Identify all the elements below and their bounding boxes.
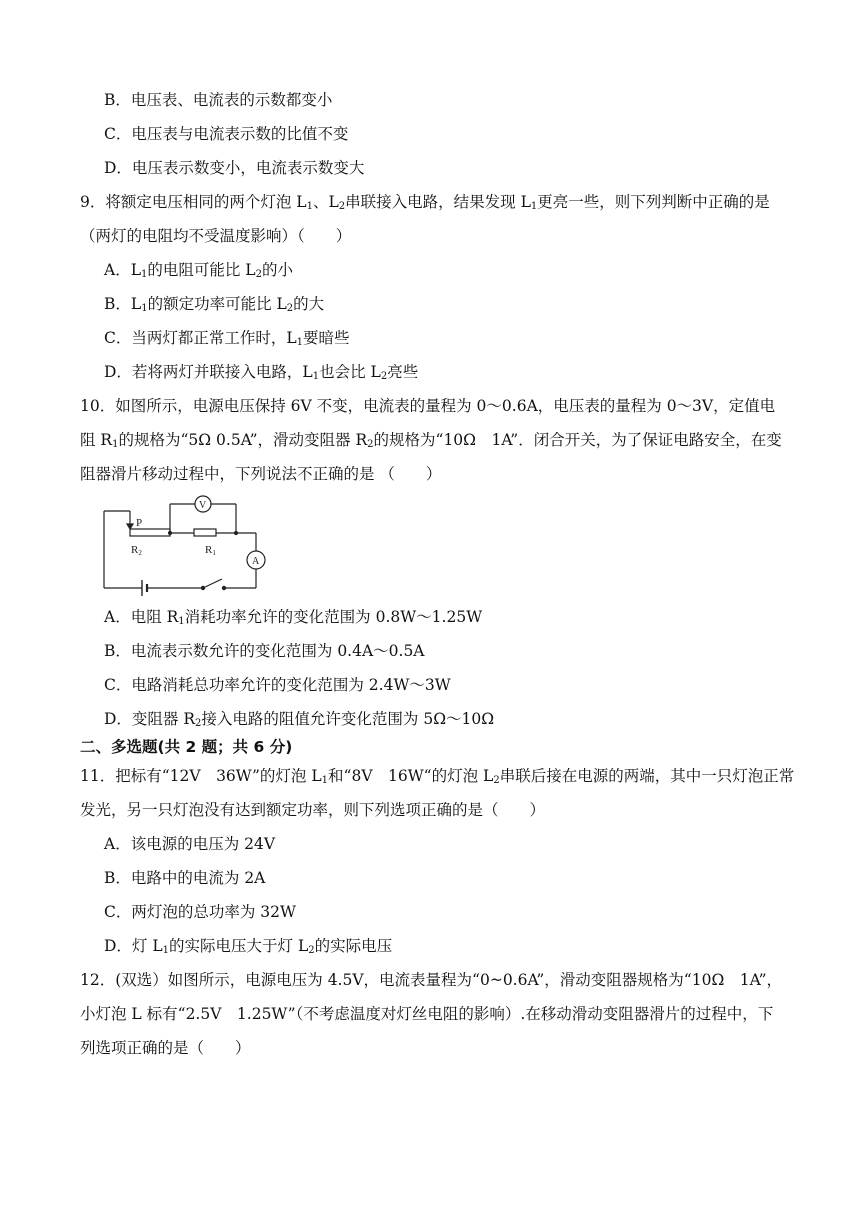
circuit-diagram [98,488,274,596]
q10-stem-line2: 阻 $R_1$的规格为“5Ω 0.5A”，滑动变阻器 $R_2$的规格为“10Ω 1A”．闭合开关，为了保证电路安全，在变 [80,431,782,450]
resistor-r1 [194,529,216,536]
label-r1: R1 [205,544,216,557]
switch-lever [203,579,222,588]
q11-option-b: B．电路中的电流为 2A [104,869,266,887]
rheostat-r2 [130,529,170,536]
q9-stem-line2: （两灯的电阻均不受温度影响）（ ） [80,227,352,245]
voltmeter-label: V [199,500,207,511]
q8-option-b: B．电压表、电流表的示数都变小 [104,91,333,109]
section-heading: 二、多选题(共 2 题；共 6 分) [80,738,293,756]
q12-stem-line2: 小灯泡 L 标有“2.5V 1.25W”（不考虑温度对灯丝电阻的影响）.在移动滑动变阻器滑片的过程中，下 [80,1005,774,1023]
slider-arrow [127,524,133,529]
q12-stem-line3: 列选项正确的是（ ） [80,1039,251,1057]
ammeter-label: A [252,556,260,567]
label-p: P [136,517,143,529]
q11-stem-line2: 发光，另一只灯泡没有达到额定功率，则下列选项正确的是（ ） [80,801,546,819]
q10-stem-line1: 10．如图所示，电源电压保持 6V 不变，电流表的量程为 0～0.6A，电压表的量程为 0～3V，定值电 [80,397,776,415]
q9-option-c: C．当两灯都正常工作时，$L_1$要暗些 [104,329,350,348]
q9-option-d: D．若将两灯并联接入电路，$L_1$也会比 $L_2$亮些 [104,363,419,382]
q10-option-b: B．电流表示数允许的变化范围为 0.4A～0.5A [104,642,425,660]
q10-option-a: A．电阻 $R_1$消耗功率允许的变化范围为 0.8W～1.25W [104,608,483,627]
q8-option-c: C．电压表与电流表示数的比值不变 [104,125,349,143]
q11-option-c: C．两灯泡的总功率为 32W [104,903,296,921]
q9-option-b: B．$L_1$的额定功率可能比 $L_2$的大 [104,295,325,314]
q11-option-a: A．该电源的电压为 24V [104,835,276,853]
q9-stem-line1: 9．将额定电压相同的两个灯泡 $L_1$、$L_2$串联接入电路，结果发现 $L_1$更亮一些，则下列判断中正确的是 [80,193,770,212]
q11-option-d: D．灯 $L_1$的实际电压大于灯 $L_2$的实际电压 [104,937,393,956]
q12-stem-line1: 12．(双选）如图所示，电源电压为 4.5V，电流表量程为“0~0.6A”，滑动变阻器规格为“10Ω 1A”， [80,971,783,989]
q10-option-d: D．变阻器 $R_2$接入电路的阻值允许变化范围为 5Ω～10Ω [104,710,495,729]
q9-option-a: A．$L_1$的电阻可能比 $L_2$的小 [104,261,293,280]
q11-stem-line1: 11．把标有“12V 36W”的灯泡 $L_1$和“8V 16W“的灯泡 $L_2$串联后接在电源的两端，其中一只灯泡正常 [80,767,795,786]
label-r2: R2 [131,544,142,557]
q10-stem-line3: 阻器滑片移动过程中，下列说法不正确的是 （ ） [80,465,442,483]
q10-option-c: C．电路消耗总功率允许的变化范围为 2.4W～3W [104,676,451,694]
q8-option-d: D．电压表示数变小，电流表示数变大 [104,159,365,177]
